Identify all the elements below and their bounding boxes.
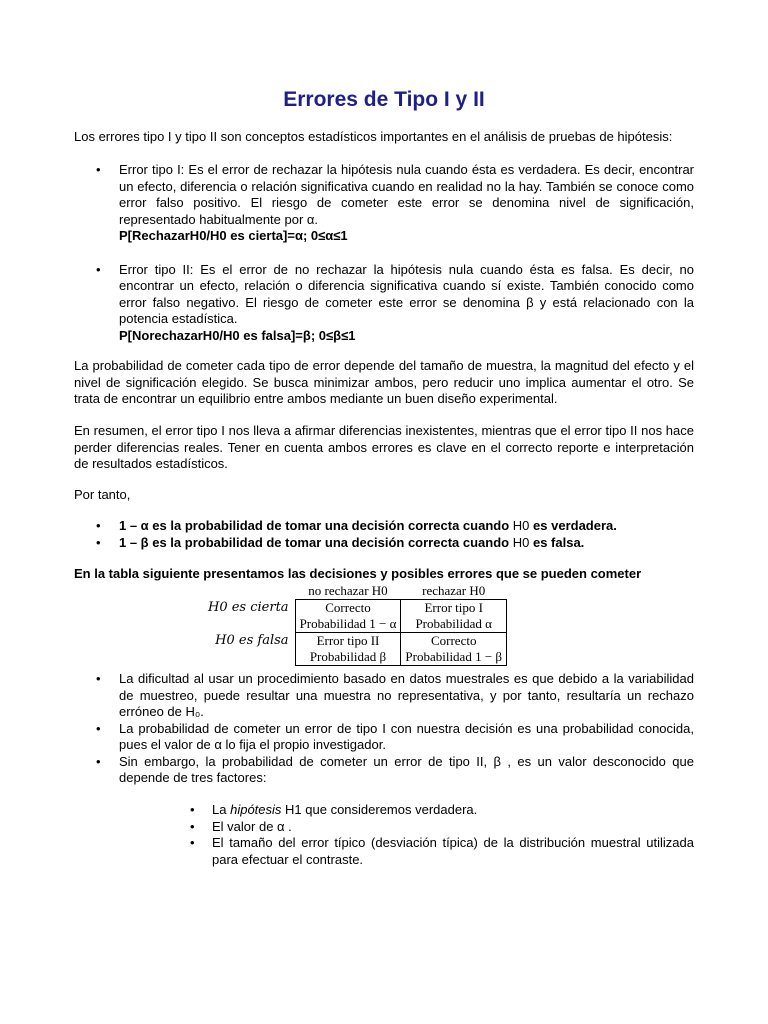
cell-false-no-reject-prob: Probabilidad β: [295, 649, 401, 666]
document-title: Errores de Tipo I y II: [283, 88, 485, 111]
table-corner: [204, 583, 295, 600]
conclusion-tail: es falsa.: [532, 534, 585, 550]
note-item: • La dificultad al usar un procedimiento basado en datos muestrales es que debido a la variabilidad de muestreo, puede resultar una muestra no representativa, y por tanto, resultaría un rechazo erróneo de H₀.: [74, 671, 694, 721]
factor-item: [170, 802, 694, 819]
factors-list: [170, 802, 694, 868]
type-one-definition: Error tipo I: Es el error de rechazar la hipótesis nula cuando ésta es verdadera. Es decir, encontrar un efecto, diferencia o relación significativa cuando en realidad no la hay. También se conoce como error falso positivo. El riesgo de cometer este error se denomina nivel de significación, representado habitualmente por α.: [119, 162, 694, 227]
table-header-row: [204, 583, 507, 600]
table-intro: En la tabla siguiente presentamos las decisiones y posibles errores que se pueden cometer: [74, 566, 642, 581]
conclusion-tail: es verdadera.: [533, 518, 617, 533]
row-head-true: H0 es cierta: [208, 599, 289, 615]
conclusions-list: [74, 518, 694, 551]
error-definitions-list: [74, 162, 694, 344]
list-item-type-one: [74, 162, 694, 245]
cell-false-reject: Correcto: [401, 633, 507, 650]
cell-true-reject: Error tipo I: [401, 600, 507, 617]
summary-paragraph: En resumen, el error tipo I nos lleva a afirmar diferencias inexistentes, mientras que el error tipo II nos hace perder diferencias reales. Tener en cuenta ambos errores es clave en el correcto reporte e interpretación de resultados estadísticos.: [74, 423, 694, 471]
factor-suffix: H1 que consideremos verdadera.: [285, 802, 478, 817]
list-item-type-two: [74, 262, 694, 345]
conclusion-bold: 1 – β es la probabilidad de tomar una decisión correcta cuando: [119, 534, 510, 550]
row-head-false: H0 es falsa: [215, 632, 289, 648]
note-item: • Sin embargo, la probabilidad de cometer un error de tipo II, β , es un valor desconocido que depende de tres factores:: [74, 754, 694, 787]
cell-true-no-reject: Correcto: [295, 600, 401, 617]
note-item: • La probabilidad de cometer un error de tipo I con nuestra decisión es una probabilidad conocida, pues el valor de α lo fija el propio investigador.: [74, 721, 694, 754]
table-row: [204, 616, 507, 633]
tradeoff-paragraph: La probabilidad de cometer cada tipo de error depende del tamaño de muestra, la magnitud del efecto y el nivel de significación elegido. Se busca minimizar ambos, pero reducir uno implica aumentar el otro. Se trata de encontrar un equilibrio entre ambos mediante un buen diseño experimental.: [74, 358, 694, 406]
cell-false-reject-prob: Probabilidad 1 − β: [401, 649, 507, 666]
factor-prefix: La: [212, 802, 227, 817]
cell-false-no-reject: Error tipo II: [295, 633, 401, 650]
factor-italic: hipótesis: [230, 802, 282, 817]
type-two-definition: Error tipo II: Es el error de no rechazar la hipótesis nula cuando ésta es falsa. Es decir, no encontrar un efecto, relación o diferencia significativa cuando sí existe. También conocido como error falso negativo. El riesgo de cometer este error se denomina β y está relacionado con la potencia estadística.: [119, 261, 694, 326]
cell-true-no-reject-prob: Probabilidad 1 − α: [295, 616, 401, 633]
type-one-formula: P[RechazarH0/H0 es cierta]=α; 0≤α≤1: [119, 228, 348, 243]
decision-table: [204, 583, 507, 666]
factor-item: • El tamaño del error típico (desviación típica) de la distribución muestral utilizada para efectuar el contraste.: [170, 835, 694, 868]
cell-true-reject-prob: Probabilidad α: [401, 616, 507, 633]
table-row: [204, 600, 507, 617]
table-row: [204, 649, 507, 666]
conclusion-item: [74, 518, 694, 535]
type-two-formula: P[NorechazarH0/H0 es falsa]=β; 0≤β≤1: [119, 327, 356, 343]
header-reject: rechazar H0: [422, 583, 486, 598]
intro-paragraph: Los errores tipo I y tipo II son conceptos estadísticos importantes en el análisis de pruebas de hipótesis:: [74, 129, 673, 144]
factor-item: • El valor de α .: [170, 819, 694, 836]
conclusion-item: [74, 535, 694, 552]
conclusion-h0: H0: [512, 534, 530, 550]
conclusion-h0: H0: [512, 518, 530, 533]
table-row: [204, 633, 507, 650]
header-no-reject: no rechazar H0: [308, 583, 388, 598]
notes-list: [74, 671, 694, 787]
conclusion-bold: 1 – α es la probabilidad de tomar una decisión correcta cuando: [119, 518, 510, 533]
por-tanto-text: Por tanto,: [74, 487, 131, 502]
